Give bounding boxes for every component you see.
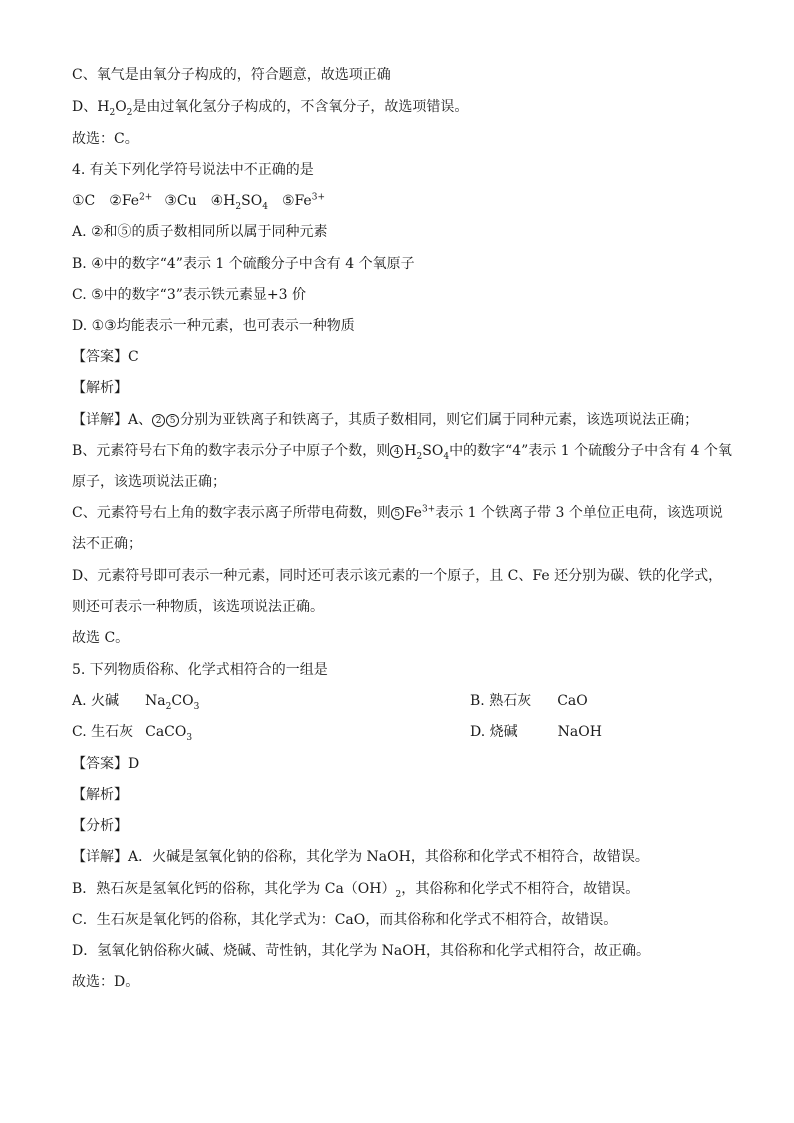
q4-detail-line-3: 原子，该选项说法正确； bbox=[72, 474, 226, 490]
q3-line-c: C、氧气是由氧分子构成的，符合题意，故选项正确 bbox=[72, 67, 391, 83]
q4-option-c: C. ⑤中的数字“3”表示铁元素显+3 价 bbox=[72, 287, 306, 303]
circled-number: 2 bbox=[152, 414, 165, 427]
q5-detail-a: 【详解】A．火碱是氢氧化钠的俗称，其化学为 NaOH，其俗称和化学式不相符合，故错误。 bbox=[72, 849, 649, 865]
q5-choice: 故选：D。 bbox=[72, 974, 140, 990]
q5-option-d: D. 烧碱 NaOH bbox=[470, 724, 602, 740]
q4-symbols: ①C $②Fe^{2+}$ ③Cu $④H_2SO_4$ $⑤Fe^{3+}$ bbox=[72, 192, 326, 212]
q4-detail-line-1: 【详解】A、 2 5 分别为亚铁离子和铁离子，其质子数相同，则它们属于同种元素，该选项说法正确； bbox=[72, 412, 699, 428]
q5-fenxi-heading: 【分析】 bbox=[72, 818, 128, 834]
q4-option-b: B. ④中的数字“4”表示 1 个硫酸分子中含有 4 个氧原子 bbox=[72, 256, 415, 272]
q4-detail-line-5: 法不正确； bbox=[72, 536, 142, 552]
q5-detail-d: D．氢氧化钠俗称火碱、烧碱、苛性钠，其化学为 NaOH，其俗称和化学式相符合，故正确。 bbox=[72, 943, 650, 959]
q4-choice: 故选 C。 bbox=[72, 630, 130, 646]
q4-analysis-heading: 【解析】 bbox=[72, 380, 128, 396]
q5-stem: 5. 下列物质俗称、化学式相符合的一组是 bbox=[72, 662, 328, 678]
q5-option-c: C. 生石灰 CaCO$_3$ bbox=[72, 724, 193, 743]
q4-detail-line-6: D、元素符号即可表示一种元素，同时还可表示该元素的一个原子，且 C、Fe 还分别为碳、铁的化学式， bbox=[72, 568, 723, 584]
q5-analysis-heading: 【解析】 bbox=[72, 787, 128, 803]
circled-number: 5 bbox=[391, 507, 404, 520]
q4-stem: 4. 有关下列化学符号说法中不正确的是 bbox=[72, 162, 314, 178]
q5-option-a: A. 火碱 $Na_2CO_3$ bbox=[72, 693, 200, 712]
q5-answer: 【答案】D bbox=[72, 756, 140, 772]
q4-detail-line-4: C、元素符号右上角的数字表示离子所带电荷数，则 5 $Fe^{3+}$表示 1 个铁离子带 3 个单位正电荷，该选项说 bbox=[72, 504, 723, 521]
circled-number: 5 bbox=[166, 414, 179, 427]
q4-answer: 【答案】C bbox=[72, 349, 139, 365]
q5-detail-c: C．生石灰是氧化钙的俗称，其化学式为：CaO，而其俗称和化学式不相符合，故错误。 bbox=[72, 912, 618, 928]
q5-option-b: B. 熟石灰 CaO bbox=[470, 693, 588, 709]
q5-detail-b: B．熟石灰是氢氧化钙的俗称，其化学为 $Ca(OH)_2$，其俗称和化学式不相符合，故错误。 bbox=[72, 881, 640, 900]
q4-option-d: D. ①③均能表示一种元素，也可表示一种物质 bbox=[72, 318, 355, 334]
q4-detail-line-7: 则还可表示一种物质，该选项说法正确。 bbox=[72, 599, 324, 615]
q5-options-row-2 bbox=[72, 722, 724, 742]
circled-number: 4 bbox=[390, 445, 403, 458]
q5-options-row-1 bbox=[72, 691, 724, 711]
q3-choice: 故选：C。 bbox=[72, 131, 139, 147]
q4-detail-line-2: B、元素符号右下角的数字表示分子中原子个数，则 4 $H_2SO_4$中的数字“4”表示 1 个硫酸分子中含有 4 个氧 bbox=[72, 443, 732, 462]
q4-option-a: A. ②和⑤的质子数相同所以属于同种元素 bbox=[72, 224, 328, 240]
q3-line-d: D、$H_2O_2$是由过氧化氢分子构成的，不含氧分子，故选项错误。 bbox=[72, 99, 469, 118]
